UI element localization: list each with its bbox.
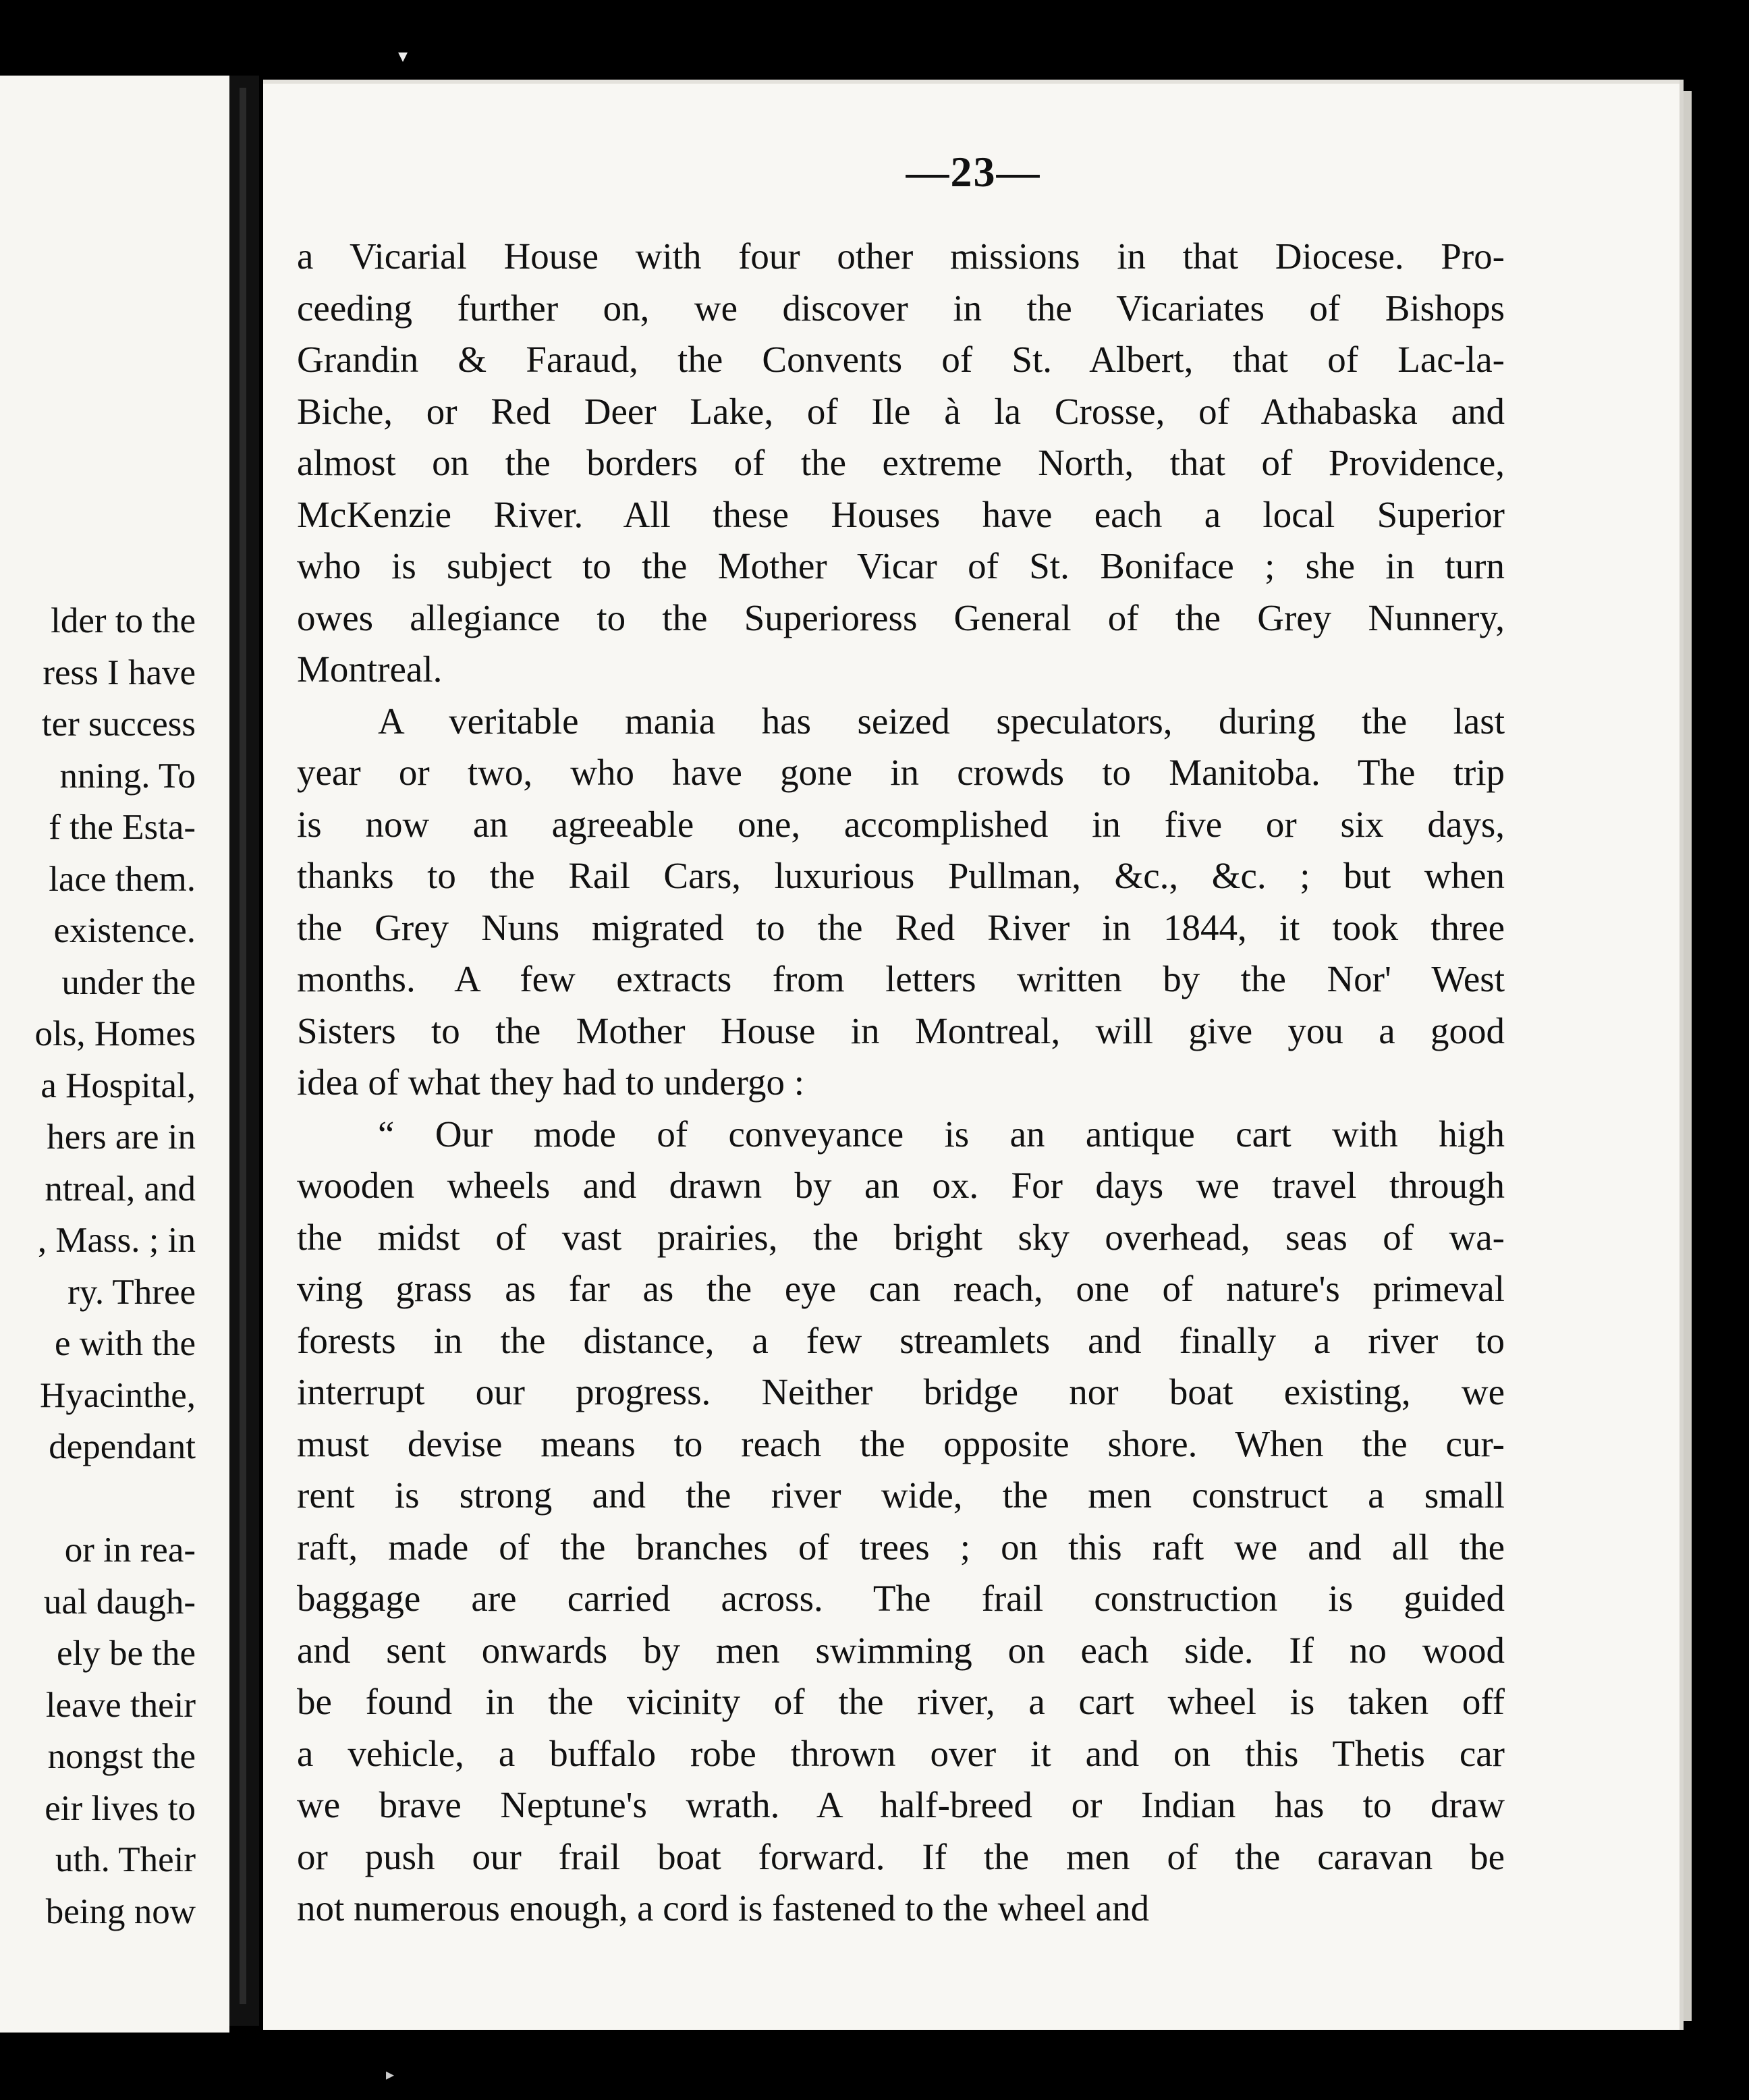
binding-shadow [240,88,246,2004]
left-page-line: leave their [45,1685,196,1725]
text-line: thanks to the Rail Cars, luxurious Pullman, &c., &c. ; but when [297,855,1505,896]
text-line: ving grass as far as the eye can reach, one of nature's primeval [297,1268,1505,1309]
text-line: year or two, who have gone in crowds to Manitoba. The trip [297,752,1505,793]
text-line: Biche, or Red Deer Lake, of Ile à la Crosse, of Athabaska and [297,390,1505,432]
text-line: forests in the distance, a few streamlets and finally a river to [297,1319,1505,1361]
left-page-line: f the Esta- [49,808,196,847]
text-line: Montreal. [297,648,443,690]
text-line: the midst of vast prairies, the bright sky overhead, seas of wa- [297,1216,1505,1258]
text-line: ceeding further on, we discover in the Vicariates of Bishops [297,287,1505,329]
left-page-line: being now [45,1891,196,1931]
left-page-line: uth. Their [55,1840,196,1879]
left-page-line: ols, Homes [34,1014,196,1053]
left-page-line: lace them. [49,859,196,899]
left-page-line: ual daugh- [43,1582,196,1622]
text-line: be found in the vicinity of the river, a cart wheel is taken off [297,1681,1505,1722]
left-page-line: nning. To [59,756,196,796]
text-line: the Grey Nuns migrated to the Red River in 1844, it took three [297,906,1505,948]
text-line: raft, made of the branches of trees ; on this raft we and all the [297,1526,1505,1568]
left-page-line: a Hospital, [40,1066,196,1105]
text-line: we brave Neptune's wrath. A half-breed or Indian has to draw [297,1784,1505,1825]
page-body-text [297,231,1505,1935]
text-line: a vehicle, a buffalo robe thrown over it and on this Thetis car [297,1732,1505,1774]
text-line: must devise means to reach the opposite shore. When the cur- [297,1422,1505,1464]
text-line: not numerous enough, a cord is fastened to the wheel and [297,1887,1150,1929]
text-line: and sent onwards by men swimming on each side. If no wood [297,1629,1505,1671]
text-line: “ Our mode of conveyance is an antique cart with high [378,1113,1505,1155]
text-line: almost on the borders of the extreme North, that of Providence, [297,442,1505,483]
left-page-line: dependant [49,1427,196,1466]
left-page-gap [0,1473,196,1525]
left-page-line: Hyacinthe, [39,1375,196,1415]
scan-speck-bottom: ▸ [386,2065,395,2084]
text-line: wooden wheels and drawn by an ox. For days we travel through [297,1165,1505,1206]
text-line: Sisters to the Mother House in Montreal, will give you a good [297,1010,1505,1051]
text-line: McKenzie River. All these Houses have each a local Superior [297,493,1505,535]
left-page-line: ter success [41,704,196,744]
text-line: rent is strong and the river wide, the men construct a small [297,1474,1505,1516]
right-page [263,80,1684,2030]
text-line: interrupt our progress. Neither bridge nor boat existing, we [297,1371,1505,1412]
left-facing-page [0,76,229,2033]
scan-speck-top: ▾ [398,45,408,67]
text-line: or push our frail boat forward. If the men of the caravan be [297,1835,1505,1877]
page-edge [1684,91,1692,2021]
left-page-line: ntreal, and [45,1169,196,1209]
left-page-text [0,595,196,1937]
text-line: A veritable mania has seized speculators, during the last [378,700,1505,742]
left-page-line: ry. Three [67,1272,196,1312]
text-line: who is subject to the Mother Vicar of St. Boniface ; she in turn [297,545,1505,586]
text-line: is now an agreeable one, accomplished in five or six days, [297,803,1505,845]
left-page-line: lder to the [51,601,196,640]
left-page-line: ely be the [56,1634,196,1673]
text-line: owes allegiance to the Superioress General of the Grey Nunnery, [297,597,1505,638]
left-page-line: eir lives to [45,1788,196,1828]
text-line: Grandin & Faraud, the Convents of St. Albert, that of Lac-la- [297,339,1505,380]
left-page-line: ress I have [43,653,196,692]
text-line: idea of what they had to undergo : [297,1061,804,1103]
left-page-line: , Mass. ; in [37,1221,196,1260]
left-page-line: under the [61,962,196,1002]
left-page-line: or in rea- [64,1530,196,1570]
page-number: —23— [906,148,1041,196]
text-line: a Vicarial House with four other missions in that Diocese. Pro- [297,236,1505,277]
text-line: months. A few extracts from letters written by the Nor' West [297,958,1505,999]
left-page-line: e with the [55,1324,196,1363]
text-line: baggage are carried across. The frail construction is guided [297,1578,1505,1619]
left-page-line: hers are in [47,1117,196,1157]
left-page-line: existence. [53,911,196,950]
left-page-line: nongst the [47,1737,196,1776]
